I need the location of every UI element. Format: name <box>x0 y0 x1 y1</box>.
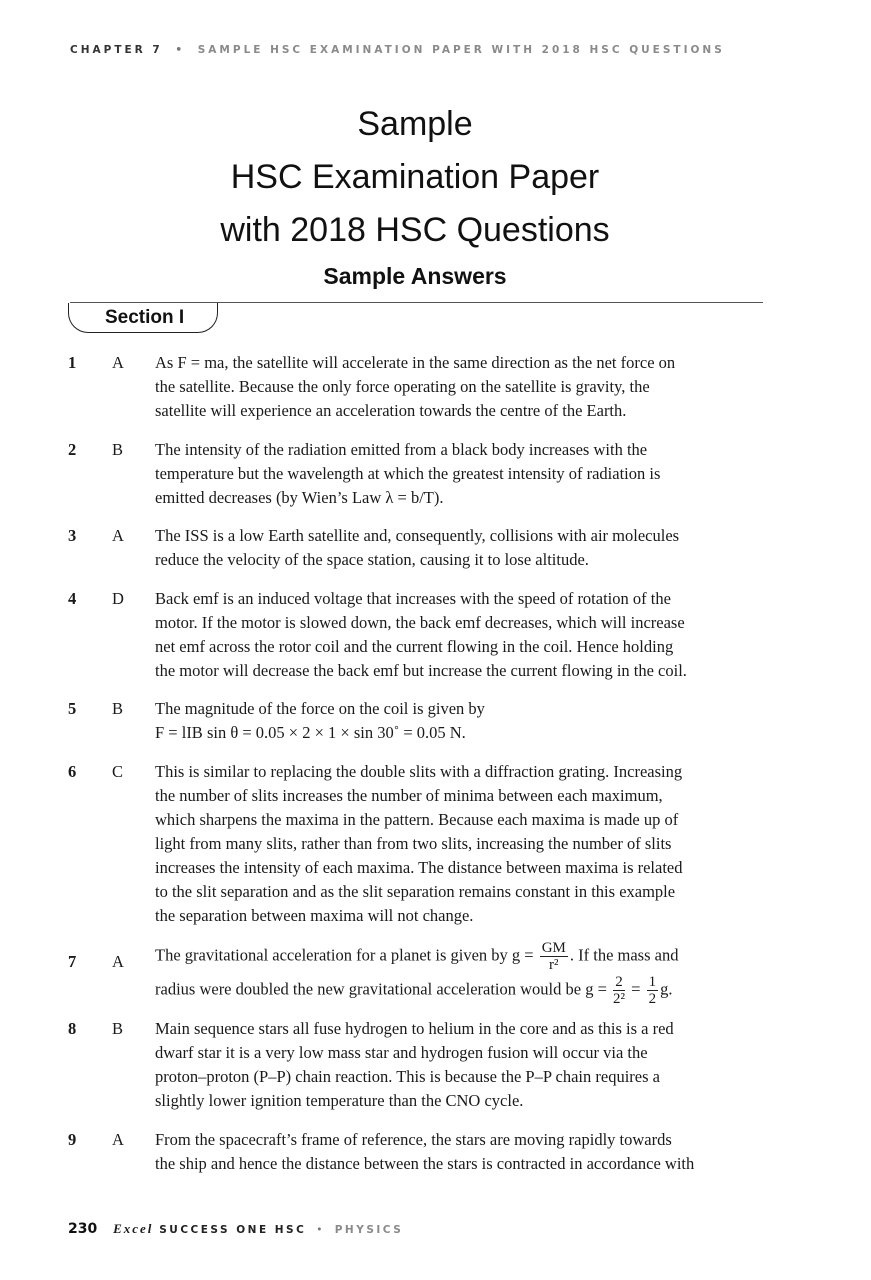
text-line: the motor will decrease the back emf but increase the current flowing in the coil. <box>155 661 687 680</box>
text-line: reduce the velocity of the space station, causing it to lose altitude. <box>155 550 589 569</box>
text-line: emitted decreases (by Wien’s Law λ = b/T). <box>155 488 444 507</box>
answer-item <box>68 760 768 928</box>
question-number: 8 <box>68 1019 77 1038</box>
title-line: with 2018 HSC Questions <box>220 211 610 249</box>
text-line: The magnitude of the force on the coil is given by <box>155 699 485 718</box>
answer-item <box>68 587 768 683</box>
text-line: the number of slits increases the number of minima between each maximum, <box>155 786 663 805</box>
fraction <box>647 974 659 1007</box>
subject-name: PHYSICS <box>334 1224 404 1236</box>
text-fragment: . If the mass and <box>569 945 679 965</box>
text-line: Back emf is an induced voltage that increases with the speed of rotation of the <box>155 589 671 608</box>
answer-letter: A <box>112 526 124 545</box>
series-name: SUCCESS ONE HSC <box>159 1224 307 1236</box>
page-number: 230 <box>68 1221 98 1237</box>
answer-letter: A <box>112 952 124 971</box>
text-line: the ship and hence the distance between the stars is contracted in accordance with <box>155 1154 695 1173</box>
fraction <box>540 940 568 973</box>
question-number: 9 <box>68 1130 77 1149</box>
text-line: motor. If the motor is slowed down, the back emf decreases, which will increase <box>155 613 685 632</box>
text-line <box>155 940 768 974</box>
answer-explanation <box>155 524 768 572</box>
text-line: slightly lower ignition temperature than the CNO cycle. <box>155 1091 524 1110</box>
header-separator: • <box>175 44 186 56</box>
question-number: 5 <box>68 699 77 718</box>
section-label: Section I <box>105 307 185 328</box>
brand-name: Excel <box>113 1221 154 1236</box>
chapter-label: CHAPTER 7 <box>70 44 163 56</box>
answer-letter: D <box>112 589 124 608</box>
answer-explanation <box>155 697 768 745</box>
text-line: temperature but the wavelength at which the greatest intensity of radiation is <box>155 464 661 483</box>
fraction <box>613 974 625 1007</box>
answer-item <box>68 1128 768 1176</box>
answer-explanation <box>155 587 768 683</box>
answer-letter: B <box>112 1019 124 1038</box>
answer-explanation <box>155 1128 768 1176</box>
text-line: The ISS is a low Earth satellite and, consequently, collisions with air molecules <box>155 526 680 545</box>
text-line: the satellite. Because the only force operating on the satellite is gravity, the <box>155 377 650 396</box>
fraction-numerator: 1 <box>648 974 657 990</box>
question-number: 1 <box>68 353 77 372</box>
fraction-numerator: GM <box>541 940 566 956</box>
answer-item <box>68 940 768 1007</box>
text-line: As F = ma, the satellite will accelerate in the same direction as the net force on <box>155 353 676 372</box>
answer-item <box>68 697 768 745</box>
text-line: to the slit separation and as the slit separation remains constant in this example <box>155 882 676 901</box>
answer-explanation <box>155 940 768 1007</box>
text-fragment: The gravitational acceleration for a planet is given by g = <box>155 945 538 965</box>
answer-explanation <box>155 438 768 510</box>
answer-explanation <box>155 351 768 423</box>
text-line: This is similar to replacing the double slits with a diffraction grating. Increasing <box>155 762 683 781</box>
question-number: 2 <box>68 440 77 459</box>
answer-item <box>68 351 768 423</box>
text-line <box>155 974 768 1007</box>
answer-letter: A <box>112 1130 124 1149</box>
text-line: F = lIB sin θ = 0.05 × 2 × 1 × sin 30˚ = 0.05 N. <box>155 723 466 742</box>
text-line: dwarf star it is a very low mass star and hydrogen fusion will occur via the <box>155 1043 648 1062</box>
page-footer <box>68 1221 403 1237</box>
running-header <box>70 44 725 56</box>
text-line: From the spacecraft’s frame of reference, the stars are moving rapidly towards <box>155 1130 672 1149</box>
title-line: Sample <box>357 105 473 143</box>
text-line: net emf across the rotor coil and the current flowing in the coil. Hence holding <box>155 637 674 656</box>
fraction-numerator: 2 <box>613 974 625 991</box>
text-line: light from many slits, rather than from two slits, increasing the number of slits <box>155 834 672 853</box>
answer-explanation <box>155 1017 768 1113</box>
text-line: The intensity of the radiation emitted from a black body increases with the <box>155 440 648 459</box>
question-number: 6 <box>68 762 77 781</box>
text-fragment: radius were doubled the new gravitational acceleration would be g = <box>155 979 612 999</box>
page-title <box>0 98 830 257</box>
answer-item <box>68 438 768 510</box>
fraction-denominator: r² <box>549 957 559 973</box>
footer-separator: • <box>316 1224 325 1236</box>
fraction-denominator: 2 <box>648 991 657 1007</box>
answer-letter: B <box>112 440 124 459</box>
answer-letter: C <box>112 762 124 781</box>
question-number: 7 <box>68 952 77 971</box>
answer-item <box>68 524 768 572</box>
text-line: satellite will experience an acceleration towards the centre of the Earth. <box>155 401 627 420</box>
text-line: increases the intensity of each maxima. The distance between maxima is related <box>155 858 683 877</box>
answer-explanation <box>155 760 768 928</box>
text-line: the separation between maxima will not change. <box>155 906 474 925</box>
text-line: Main sequence stars all fuse hydrogen to helium in the core and as this is a red <box>155 1019 674 1038</box>
text-line: which sharpens the maxima in the pattern. Because each maxima is made up of <box>155 810 679 829</box>
question-number: 4 <box>68 589 77 608</box>
title-line: HSC Examination Paper <box>230 158 600 196</box>
answer-letter: A <box>112 353 124 372</box>
running-title: SAMPLE HSC EXAMINATION PAPER WITH 2018 HSC QUESTIONS <box>197 44 725 56</box>
fraction-denominator: 2² <box>613 991 626 1007</box>
answer-item <box>68 1017 768 1113</box>
section-tab <box>68 303 218 333</box>
text-fragment: g. <box>660 979 673 999</box>
text-line: proton–proton (P–P) chain reaction. This is because the P–P chain requires a <box>155 1067 660 1086</box>
page-subtitle: Sample Answers <box>323 263 507 289</box>
question-number: 3 <box>68 526 77 545</box>
answer-letter: B <box>112 699 124 718</box>
text-fragment: = <box>627 979 645 999</box>
